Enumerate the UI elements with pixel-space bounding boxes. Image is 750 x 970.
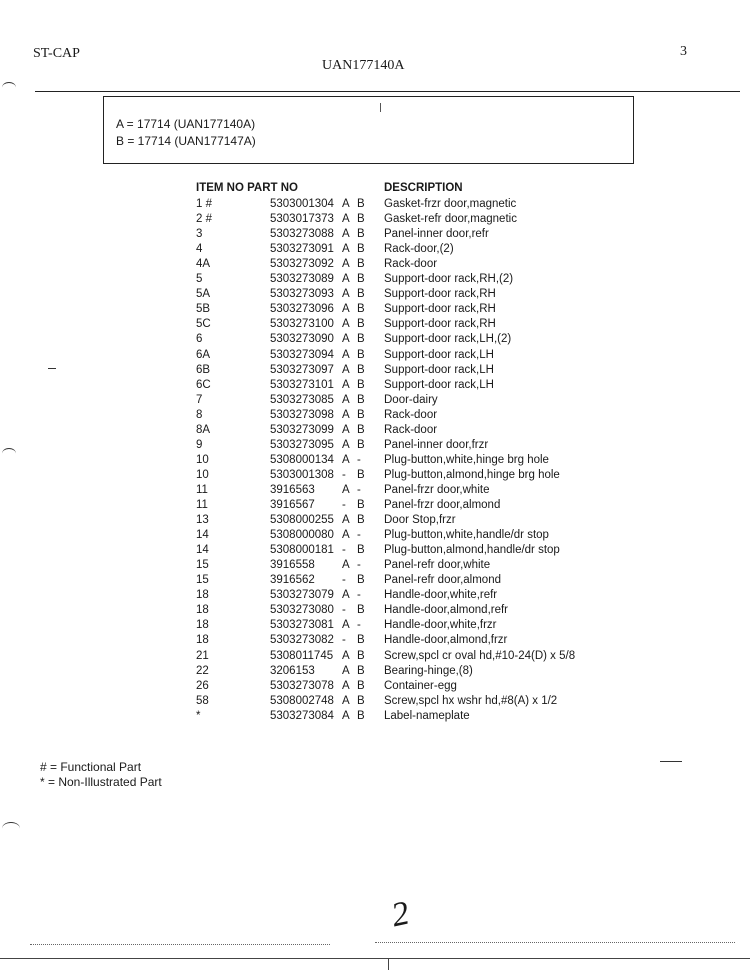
model-a-flag: A (342, 393, 350, 406)
table-row (0, 243, 750, 258)
table-row (0, 680, 750, 695)
item-number: 26 (196, 679, 209, 692)
part-number: 5303273094 (270, 348, 334, 361)
model-b-flag: B (357, 574, 365, 587)
item-number: 10 (196, 468, 209, 481)
model-b-flag: B (357, 378, 365, 391)
table-row (0, 439, 750, 454)
description: Panel-inner door,refr (384, 228, 489, 241)
page-number: 3 (680, 44, 687, 59)
item-number: 5C (196, 318, 211, 331)
description: Bearing-hinge,(8) (384, 664, 473, 677)
item-number: 21 (196, 649, 209, 662)
item-number: 5A (196, 288, 211, 301)
model-a-flag: A (342, 709, 350, 722)
item-number: 15 (196, 559, 209, 572)
model-a-flag: A (342, 198, 350, 210)
model-a-flag: A (342, 679, 350, 692)
model-a-flag: A (342, 243, 350, 256)
description: Plug-button,almond,hinge brg hole (384, 468, 560, 481)
model-a-flag: A (342, 288, 350, 301)
item-number: 15 (196, 574, 209, 587)
model-b-flag: - (357, 529, 361, 542)
item-number: 8 (196, 408, 203, 421)
model-a-flag: A (342, 363, 350, 376)
part-number: 5303273096 (270, 303, 334, 316)
item-number: 9 (196, 438, 203, 451)
model-b-flag: B (357, 213, 365, 226)
item-number: 10 (196, 453, 209, 466)
bottom-rule (0, 958, 750, 959)
item-number: 58 (196, 694, 209, 707)
part-number: 5303273091 (270, 243, 334, 256)
model-a-flag: - (342, 544, 346, 557)
model-b-flag: B (357, 634, 365, 647)
table-row (0, 394, 750, 409)
part-number: 5303273101 (270, 378, 334, 391)
model-a-flag: A (342, 318, 350, 331)
header-model-number: UAN177140A (322, 58, 405, 73)
table-row (0, 364, 750, 379)
model-b-flag: B (357, 544, 365, 557)
model-a-flag: A (342, 258, 350, 271)
item-number: 2 # (196, 213, 212, 226)
table-row (0, 454, 750, 469)
description: Handle-door,white,frzr (384, 619, 497, 632)
model-b-flag: B (357, 318, 365, 331)
description: Plug-button,almond,handle/dr stop (384, 544, 560, 557)
model-b-flag: B (357, 393, 365, 406)
legend-line-a: A = 17714 (UAN177140A) (116, 117, 256, 131)
item-number: 14 (196, 544, 209, 557)
part-number: 5303273093 (270, 288, 334, 301)
model-a-flag: A (342, 694, 350, 707)
description: Support-door rack,RH,(2) (384, 273, 514, 286)
model-a-flag: - (342, 499, 346, 511)
table-row (0, 303, 750, 318)
scan-dash (660, 761, 682, 762)
item-number: 11 (196, 483, 208, 496)
description: Door-dairy (384, 393, 438, 406)
part-number: 5303273080 (270, 604, 334, 617)
table-row (0, 409, 750, 424)
model-b-flag: B (357, 228, 365, 241)
model-b-flag: B (357, 514, 365, 527)
item-number: 6 (196, 333, 203, 346)
model-a-flag: - (342, 468, 346, 481)
table-row (0, 499, 750, 514)
description: Screw,spcl cr oval hd,#10-24(D) x 5/8 (384, 649, 576, 662)
table-row (0, 213, 750, 228)
table-row (0, 559, 750, 574)
scan-edge-mark (2, 448, 16, 459)
description: Support-door rack,LH,(2) (384, 333, 512, 346)
description: Support-door rack,LH (384, 348, 494, 361)
model-b-flag: B (357, 649, 365, 662)
item-number: 3 (196, 228, 203, 241)
part-number: 5303001308 (270, 468, 334, 481)
model-b-flag: B (357, 198, 365, 210)
item-number: 22 (196, 664, 209, 677)
table-row (0, 589, 750, 604)
table-row (0, 665, 750, 680)
item-number: 18 (196, 619, 209, 632)
column-header-item-part: ITEM NO PART NO (196, 182, 299, 194)
scan-edge-mark (2, 82, 16, 93)
model-b-flag: B (357, 604, 365, 617)
table-row (0, 619, 750, 634)
description: Plug-button,white,hinge brg hole (384, 453, 549, 466)
model-a-flag: A (342, 619, 350, 632)
scan-dash (48, 368, 56, 369)
part-number: 5303273081 (270, 619, 334, 632)
model-b-flag: B (357, 664, 365, 677)
table-row (0, 379, 750, 394)
model-a-flag: - (342, 574, 346, 587)
scan-edge-mark (2, 822, 20, 835)
description: Gasket-refr door,magnetic (384, 213, 517, 226)
description: Panel-refr door,white (384, 559, 491, 572)
scan-dotted-line (375, 942, 735, 943)
handwritten-page-mark: 2 (388, 894, 413, 935)
table-row (0, 529, 750, 544)
part-number: 5303273078 (270, 679, 334, 692)
part-number: 5308000255 (270, 514, 334, 527)
description: Rack-door (384, 408, 438, 421)
table-row (0, 604, 750, 619)
item-number: 6A (196, 348, 211, 361)
description: Rack-door,(2) (384, 243, 454, 256)
bottom-tick (388, 958, 389, 970)
model-b-flag: B (357, 694, 365, 707)
description: Handle-door,almond,refr (384, 604, 509, 617)
item-number: 13 (196, 514, 209, 527)
table-row (0, 469, 750, 484)
part-number: 5303017373 (270, 213, 334, 226)
model-b-flag: B (357, 408, 365, 421)
model-a-flag: A (342, 408, 350, 421)
description: Panel-frzr door,white (384, 483, 490, 496)
table-row (0, 574, 750, 589)
item-number: * (196, 709, 201, 722)
part-number: 3206153 (270, 664, 315, 677)
item-number: 18 (196, 634, 209, 647)
table-row (0, 544, 750, 559)
part-number: 5303273089 (270, 273, 334, 286)
description: Support-door rack,RH (384, 303, 496, 316)
part-number: 5303273098 (270, 408, 334, 421)
legend-line-b: B = 17714 (UAN177147A) (116, 134, 256, 148)
model-a-flag: A (342, 423, 350, 436)
item-number: 5 (196, 273, 203, 286)
description: Support-door rack,LH (384, 363, 494, 376)
part-number: 5303273085 (270, 393, 334, 406)
description: Rack-door (384, 258, 438, 271)
part-number: 3916567 (270, 499, 315, 511)
model-a-flag: A (342, 453, 350, 466)
model-b-flag: - (357, 483, 361, 496)
item-number: 18 (196, 604, 209, 617)
description: Support-door rack,RH (384, 318, 496, 331)
part-number: 5308011745 (270, 649, 334, 662)
table-row (0, 288, 750, 303)
model-a-flag: A (342, 649, 350, 662)
table-row (0, 198, 750, 213)
scan-dotted-line (30, 944, 330, 945)
part-number: 5303273079 (270, 589, 334, 602)
description: Panel-inner door,frzr (384, 438, 489, 451)
model-b-flag: B (357, 679, 365, 692)
part-number: 3916558 (270, 559, 315, 572)
description: Support-door rack,RH (384, 288, 496, 301)
part-number: 5303273092 (270, 258, 334, 271)
model-b-flag: B (357, 499, 365, 511)
part-number: 5303273095 (270, 438, 334, 451)
table-row (0, 650, 750, 665)
footnote-non-illustrated: * = Non-Illustrated Part (40, 775, 162, 789)
part-number: 5303001304 (270, 198, 334, 210)
model-a-flag: A (342, 303, 350, 316)
model-b-flag: B (357, 243, 365, 256)
model-a-flag: A (342, 333, 350, 346)
part-number: 5308000181 (270, 544, 334, 557)
model-b-flag: B (357, 288, 365, 301)
description: Panel-frzr door,almond (384, 499, 501, 511)
table-row (0, 484, 750, 499)
model-b-flag: B (357, 363, 365, 376)
item-number: 18 (196, 589, 209, 602)
description: Door Stop,frzr (384, 514, 456, 527)
model-b-flag: - (357, 453, 361, 466)
item-number: 11 (196, 499, 208, 511)
model-b-flag: B (357, 303, 365, 316)
table-row (0, 228, 750, 243)
part-number: 5303273088 (270, 228, 334, 241)
model-a-flag: A (342, 348, 350, 361)
description: Label-nameplate (384, 709, 470, 722)
model-b-flag: B (357, 258, 365, 271)
table-row (0, 349, 750, 364)
model-b-flag: B (357, 423, 365, 436)
model-b-flag: - (357, 619, 361, 632)
part-number: 5303273099 (270, 423, 334, 436)
item-number: 6C (196, 378, 211, 391)
model-a-flag: A (342, 483, 350, 496)
model-a-flag: A (342, 559, 350, 572)
item-number: 8A (196, 423, 211, 436)
part-number: 5303273090 (270, 333, 334, 346)
model-a-flag: A (342, 529, 350, 542)
table-row (0, 710, 750, 725)
description: Gasket-frzr door,magnetic (384, 198, 517, 210)
model-a-flag: - (342, 634, 346, 647)
model-b-flag: B (357, 709, 365, 722)
item-number: 6B (196, 363, 211, 376)
description: Handle-door,almond,frzr (384, 634, 508, 647)
model-a-flag: A (342, 589, 350, 602)
description: Handle-door,white,refr (384, 589, 498, 602)
part-number: 5303273082 (270, 634, 334, 647)
model-b-flag: B (357, 438, 365, 451)
table-row (0, 333, 750, 348)
description: Rack-door (384, 423, 438, 436)
model-a-flag: A (342, 664, 350, 677)
model-b-flag: B (357, 333, 365, 346)
item-number: 4A (196, 258, 211, 271)
model-a-flag: A (342, 378, 350, 391)
table-row (0, 258, 750, 273)
column-header-description: DESCRIPTION (384, 182, 463, 194)
model-b-flag: B (357, 273, 365, 286)
item-number: 4 (196, 243, 203, 256)
table-row (0, 273, 750, 288)
item-number: 14 (196, 529, 209, 542)
part-number: 5303273097 (270, 363, 334, 376)
item-number: 7 (196, 393, 203, 406)
table-row (0, 424, 750, 439)
item-number: 1 # (196, 198, 212, 210)
table-row (0, 318, 750, 333)
table-row (0, 514, 750, 529)
header-left-code: ST-CAP (33, 46, 80, 61)
model-b-flag: B (357, 468, 365, 481)
description: Container-egg (384, 679, 457, 692)
model-a-flag: A (342, 514, 350, 527)
table-row (0, 695, 750, 710)
model-a-flag: - (342, 604, 346, 617)
part-number: 5303273084 (270, 709, 334, 722)
part-number: 5308000080 (270, 529, 334, 542)
model-b-flag: B (357, 348, 365, 361)
model-b-flag: - (357, 589, 361, 602)
model-a-flag: A (342, 438, 350, 451)
item-number: 5B (196, 303, 211, 316)
model-a-flag: A (342, 213, 350, 226)
description: Screw,spcl hx wshr hd,#8(A) x 1/2 (384, 694, 558, 707)
model-a-flag: A (342, 273, 350, 286)
footnote-functional: # = Functional Part (40, 760, 142, 774)
model-b-flag: - (357, 559, 361, 572)
part-number: 3916563 (270, 483, 315, 496)
part-number: 5303273100 (270, 318, 334, 331)
table-row (0, 634, 750, 649)
description: Support-door rack,LH (384, 378, 494, 391)
part-number: 5308000134 (270, 453, 334, 466)
part-number: 3916562 (270, 574, 315, 587)
model-a-flag: A (342, 228, 350, 241)
description: Plug-button,white,handle/dr stop (384, 529, 549, 542)
part-number: 5308002748 (270, 694, 334, 707)
description: Panel-refr door,almond (384, 574, 501, 587)
